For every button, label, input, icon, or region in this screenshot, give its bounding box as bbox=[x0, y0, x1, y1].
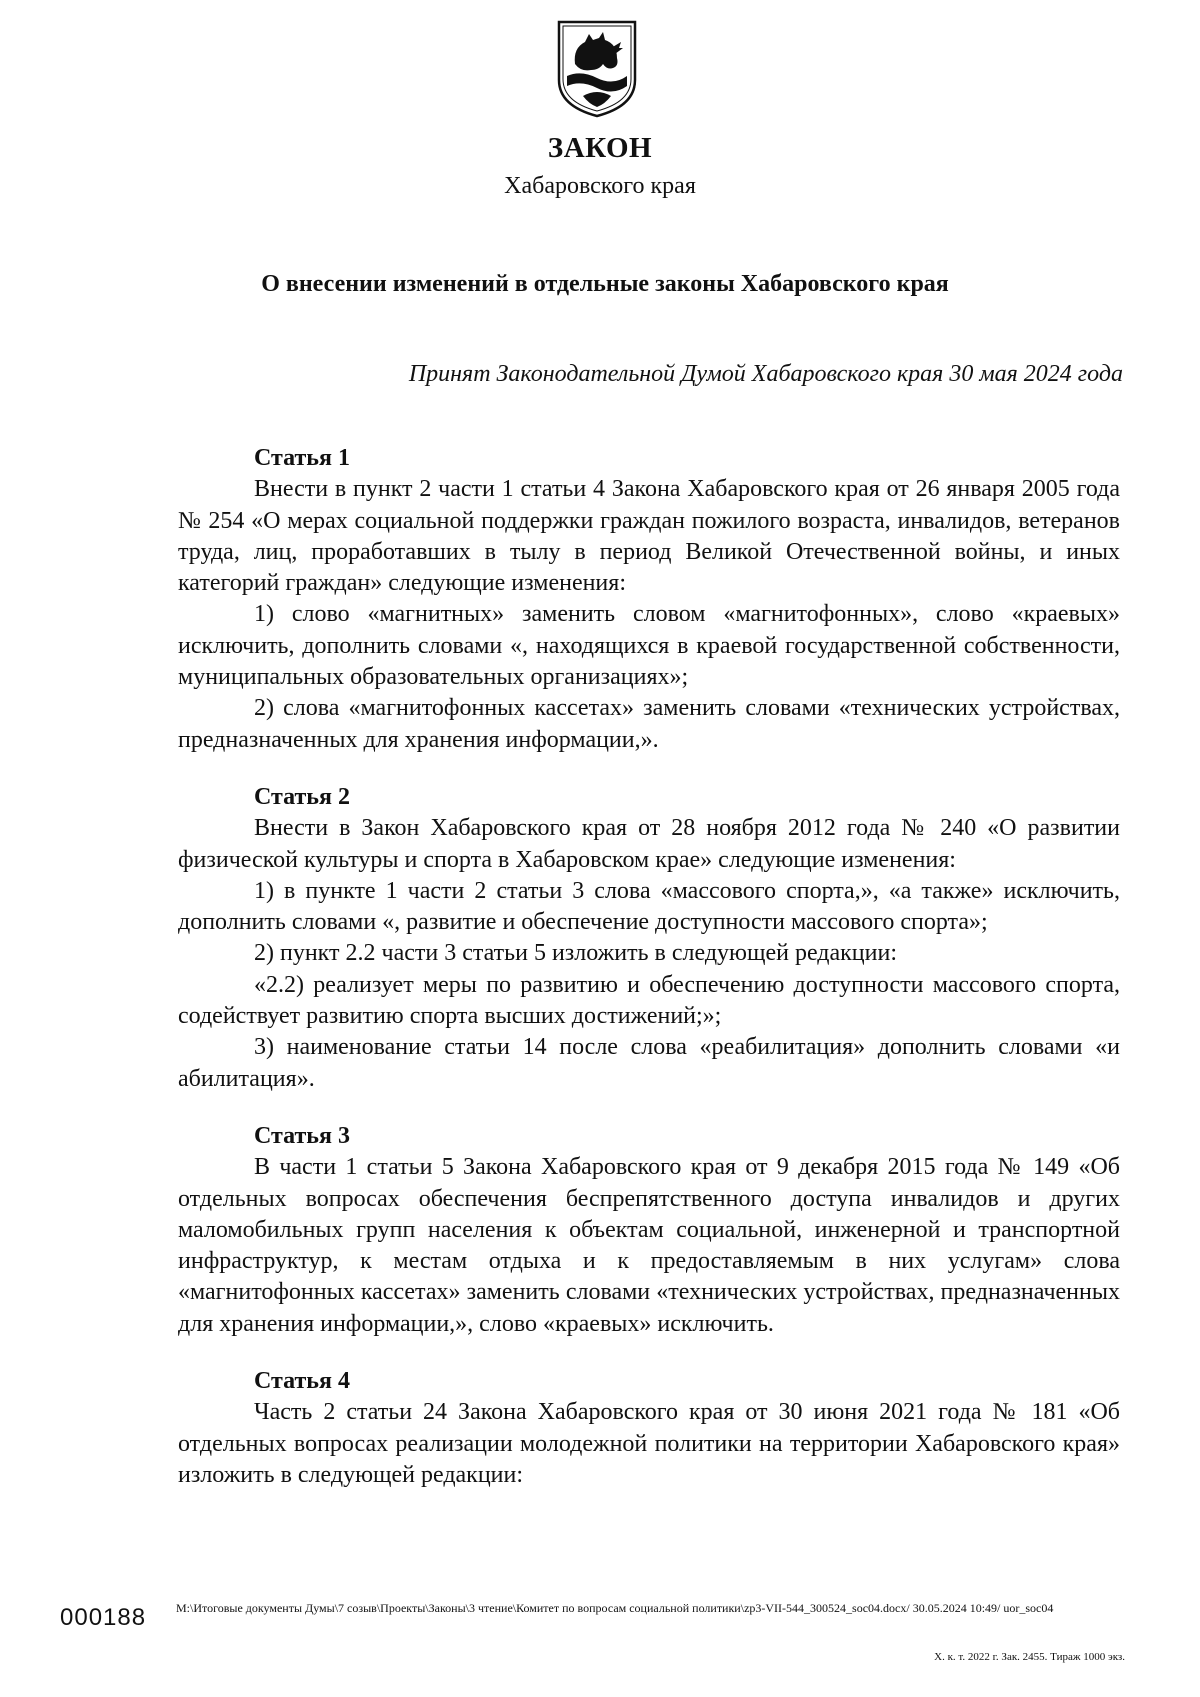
article-2 bbox=[178, 782, 1120, 1095]
article-paragraph: Внести в пункт 2 части 1 статьи 4 Закона Хабаровского края от 26 января 2005 года № 254 «О мерах социальной поддержки граждан пожилого возраста, инвалидов, ветеранов труда, лиц, проработавших в тылу в период Великой Отечественной войны, и иных категорий граждан» следующие изменения: bbox=[178, 476, 1120, 597]
article-paragraph: 1) слово «магнитных» заменить словом «магнитофонных», слово «краевых» исключить, дополнить словами «, находящихся в краевой государственной собственности, муниципальных образовательных организациях»; bbox=[178, 601, 1120, 691]
article-4 bbox=[178, 1366, 1120, 1491]
article-heading: Статья 1 bbox=[254, 445, 350, 471]
law-subject: О внесении изменений в отдельные законы Хабаровского края bbox=[261, 271, 949, 297]
adoption-note: Принят Законодательной Думой Хабаровского края 30 мая 2024 года bbox=[408, 361, 1123, 387]
article-paragraph: 2) пункт 2.2 части 3 статьи 5 изложить в следующей редакции: bbox=[254, 940, 897, 967]
law-title: ЗАКОН bbox=[547, 132, 653, 164]
article-heading: Статья 2 bbox=[254, 783, 350, 810]
document-number: 000188 bbox=[60, 1604, 147, 1631]
article-3 bbox=[178, 1121, 1120, 1340]
article-paragraph: 1) в пункте 1 части 2 статьи 3 слова «массового спорта,», «а также» исключить, дополнить словами «, развитие и обеспечение доступности массового спорта»; bbox=[178, 877, 1120, 936]
article-paragraph: 3) наименование статьи 14 после слова «реабилитация» дополнить словами «и абилитация». bbox=[178, 1034, 1120, 1092]
article-heading: Статья 4 bbox=[254, 1368, 350, 1395]
article-paragraph: «2.2) реализует меры по развитию и обеспечению доступности массового спорта, содействует развитию спорта высших достижений;»; bbox=[178, 971, 1120, 1030]
article-paragraph: Часть 2 статьи 24 Закона Хабаровского края от 30 июня 2021 года № 181 «Об отдельных вопросах реализации молодежной политики на территории Хабаровского края» изложить в следующей редакции: bbox=[178, 1399, 1120, 1488]
print-imprint: Х. к. т. 2022 г. Зак. 2455. Тираж 1000 экз. bbox=[934, 1651, 1125, 1663]
article-paragraph: Внести в Закон Хабаровского края от 28 ноября 2012 года № 240 «О развитии физической культуры и спорта в Хабаровском крае» следующие изменения: bbox=[178, 815, 1120, 873]
khabarovsk-coat-of-arms-icon bbox=[555, 18, 639, 120]
article-paragraph: 2) слова «магнитофонных кассетах» заменить словами «технических устройствах, предназначенных для хранения информации,». bbox=[178, 695, 1120, 753]
file-path: M:\Итоговые документы Думы\7 созыв\Проекты\Законы\3 чтение\Комитет по вопросам социальной политики\zp3-VII-544_300524_soc04.docx/ 30.05.2024 10:49/ uor_soc04 bbox=[176, 1601, 1054, 1615]
law-body bbox=[178, 443, 1120, 1491]
article-heading: Статья 3 bbox=[254, 1122, 350, 1149]
article-1 bbox=[178, 443, 1120, 756]
coat-of-arms-icon bbox=[555, 18, 639, 120]
article-paragraph: В части 1 статьи 5 Закона Хабаровского края от 9 декабря 2015 года № 149 «Об отдельных вопросах обеспечения беспрепятственного доступа инвалидов и других маломобильных групп населения к объектам социальной, инженерной и транспортной инфраструктур, к местам отдыха и к предоставляемым в них услугам» слова «магнитофонных кассетах» заменить словами «технических устройствах, предназначенных для хранения информации,», слово «краевых» исключить. bbox=[178, 1154, 1120, 1337]
law-region: Хабаровского края bbox=[504, 173, 696, 199]
